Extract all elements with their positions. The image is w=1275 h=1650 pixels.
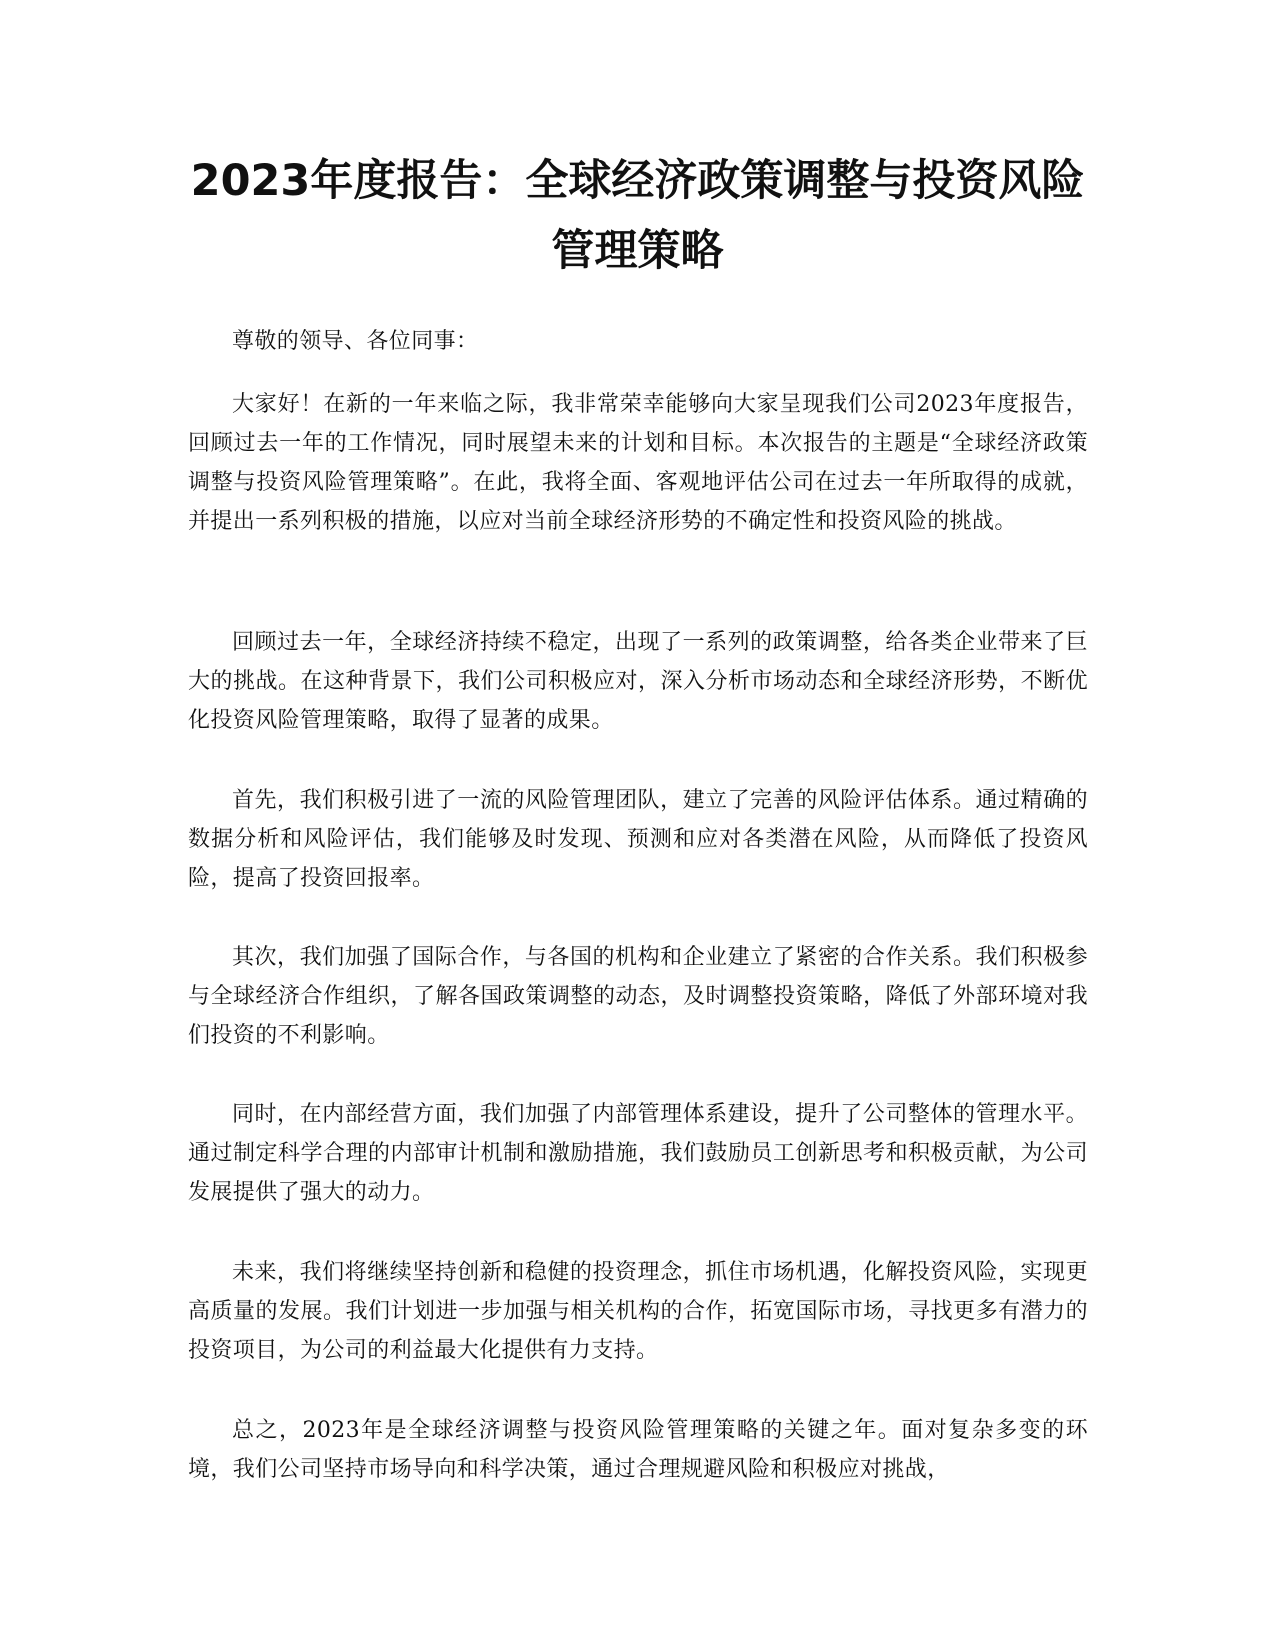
salutation-paragraph: 尊敬的领导、各位同事： xyxy=(232,329,479,354)
document-title: 2023年度报告：全球经济政策调整与投资风险管理策略 xyxy=(190,156,1085,276)
risk-team-paragraph: 首先，我们积极引进了一流的风险管理团队，建立了完善的风险评估体系。通过精确的数据分析和风险评估，我们能够及时发现、预测和应对各类潜在风险，从而降低了投资风险，提高了投资回报率。 xyxy=(188,788,1088,891)
internal-management-paragraph: 同时，在内部经营方面，我们加强了内部管理体系建设，提升了公司整体的管理水平。通过制定科学合理的内部审计机制和激励措施，我们鼓励员工创新思考和积极贡献，为公司发展提供了强大的动力。 xyxy=(188,1102,1088,1205)
international-cooperation-paragraph: 其次，我们加强了国际合作，与各国的机构和企业建立了紧密的合作关系。我们积极参与全球经济合作组织，了解各国政策调整的动态，及时调整投资策略，降低了外部环境对我们投资的不利影响。 xyxy=(188,945,1088,1048)
review-paragraph: 回顾过去一年，全球经济持续不稳定，出现了一系列的政策调整，给各类企业带来了巨大的挑战。在这种背景下，我们公司积极应对，深入分析市场动态和全球经济形势，不断优化投资风险管理策略，取得了显著的成果。 xyxy=(188,630,1088,733)
future-plan-paragraph: 未来，我们将继续坚持创新和稳健的投资理念，抓住市场机遇，化解投资风险，实现更高质量的发展。我们计划进一步加强与相关机构的合作，拓宽国际市场，寻找更多有潜力的投资项目，为公司的利益最大化提供有力支持。 xyxy=(188,1260,1088,1363)
summary-paragraph: 总之，2023年是全球经济调整与投资风险管理策略的关键之年。面对复杂多变的环境，我们公司坚持市场导向和科学决策，通过合理规避风险和积极应对挑战， xyxy=(188,1418,1088,1482)
intro-paragraph: 大家好！在新的一年来临之际，我非常荣幸能够向大家呈现我们公司2023年度报告，回顾过去一年的工作情况，同时展望未来的计划和目标。本次报告的主题是“全球经济政策调整与投资风险管理策略”。在此，我将全面、客观地评估公司在过去一年所取得的成就，并提出一系列积极的措施，以应对当前全球经济形势的不确定性和投资风险的挑战。 xyxy=(188,392,1088,534)
